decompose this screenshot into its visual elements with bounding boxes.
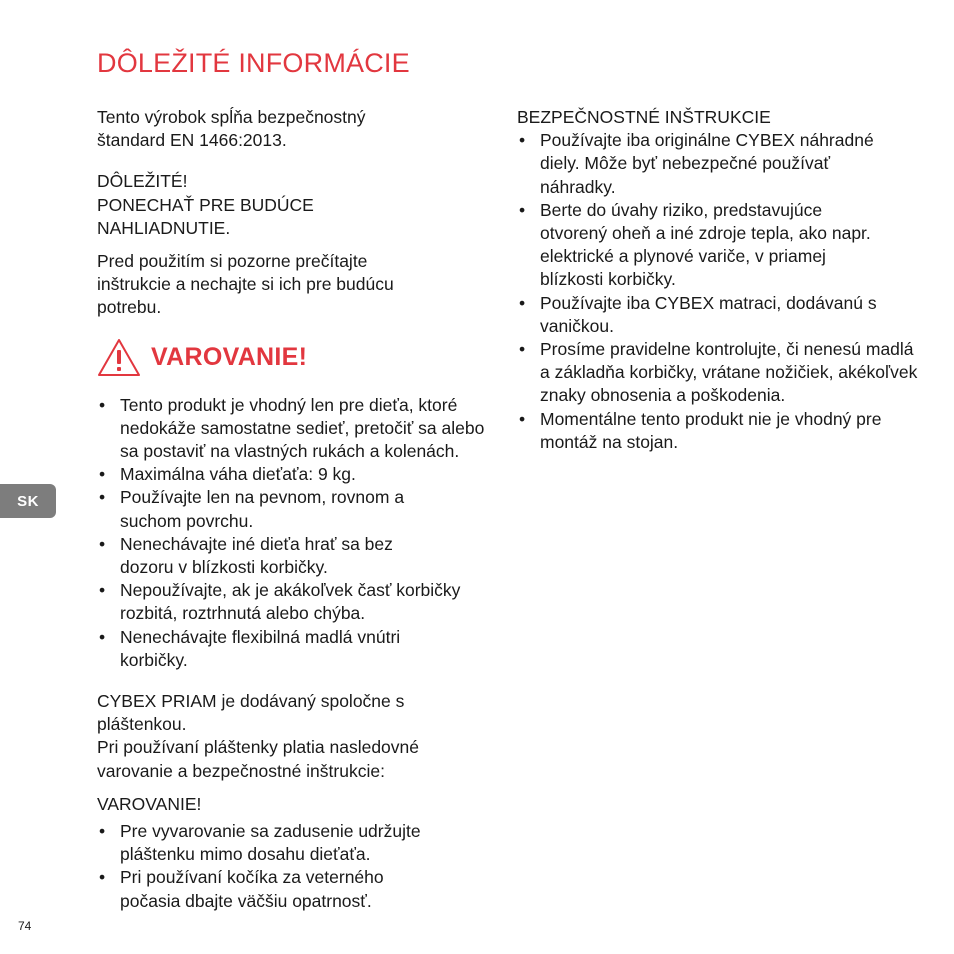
raincover-instructions-text: Pri používaní pláštenky platia nasledovné varovanie a bezpečnostné inštrukcie: xyxy=(97,737,420,781)
warning-list xyxy=(97,394,487,672)
read-instructions-text: Pred použitím si pozorne prečítajte inštrukcie a nechajte si ich pre budúcu potrebu. xyxy=(97,251,394,318)
language-tab: SK xyxy=(0,484,56,518)
varovanie-heading: VAROVANIE! xyxy=(97,793,202,814)
raincover-text: CYBEX PRIAM je dodávaný spoločne s pláštenkou. xyxy=(97,691,405,735)
list-item: • Maximálna váha dieťaťa: 9 kg. xyxy=(97,463,487,486)
list-item: • Používajte iba CYBEX matraci, dodávanú s vaničkou. xyxy=(517,292,930,338)
warning-title: VAROVANIE! xyxy=(151,343,308,372)
list-item: • Momentálne tento produkt nie je vhodný pre montáž na stojan. xyxy=(517,408,925,454)
list-item: • Pre vyvarovanie sa zadusenie udržujte pláštenku mimo dosahu dieťaťa. xyxy=(97,820,480,866)
list-item: • Nepoužívajte, ak je akákoľvek časť korbičky rozbitá, roztrhnutá alebo chýba. xyxy=(97,579,487,625)
safety-heading: BEZPEČNOSTNÉ INŠTRUKCIE xyxy=(517,107,771,127)
left-column xyxy=(97,106,487,913)
keep-for-reference-line1: PONECHAŤ PRE BUDÚCE xyxy=(97,194,314,215)
important-heading: DÔLEŽITÉ! xyxy=(97,171,188,192)
list-item: • Nenechávajte iné dieťa hrať sa bez dozoru v blízkosti korbičky. xyxy=(97,533,440,579)
warning-block-header xyxy=(97,336,487,380)
page-title: DÔLEŽITÉ INFORMÁCIE xyxy=(97,48,410,78)
list-item: • Nenechávajte flexibilná madlá vnútri korbičky. xyxy=(97,626,465,672)
list-item: • Pri používaní kočíka za veterného počasia dbajte väčšiu opatrnosť. xyxy=(97,866,440,912)
list-item: • Tento produkt je vhodný len pre dieťa, ktoré nedokáže samostatne sedieť, pretočiť sa alebo sa postaviť na vlastných rukách a kolenách. xyxy=(97,394,487,464)
raincover-warning-list xyxy=(97,820,487,913)
list-item: • Prosíme pravidelne kontrolujte, či nenesú madlá a základňa korbičky, vrátane nožičiek, akékoľvek znaky obnosenia a poškodenia. xyxy=(517,338,925,408)
list-item: • Používajte iba originálne CYBEX náhradné diely. Môže byť nebezpečné používať náhradky. xyxy=(517,129,895,199)
keep-for-reference-line2: NAHLIADNUTIE. xyxy=(97,217,231,238)
list-item: • Používajte len na pevnom, rovnom a suchom povrchu. xyxy=(97,486,440,532)
warning-triangle-icon xyxy=(97,338,141,378)
intro-text: Tento výrobok spĺňa bezpečnostný štandard EN 1466:2013. xyxy=(97,107,366,151)
list-item: • Berte do úvahy riziko, predstavujúce otvorený oheň a iné zdroje tepla, ako napr. elektrické a plynové variče, v priamej blízkosti korbičky. xyxy=(517,199,890,292)
page-number: 74 xyxy=(18,919,32,933)
right-column xyxy=(517,106,917,454)
safety-list xyxy=(517,129,917,454)
